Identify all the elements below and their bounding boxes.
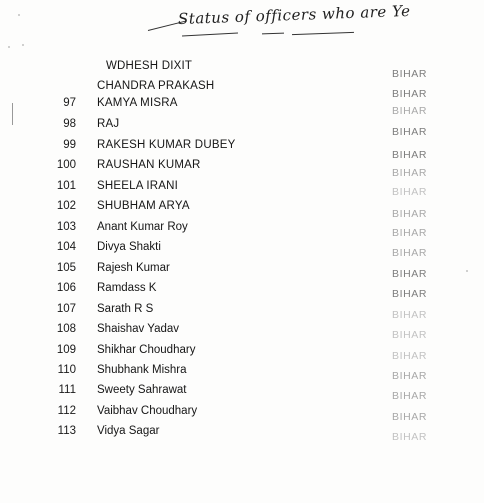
officer-name: Sweety Sahrawat (97, 384, 187, 396)
handwritten-note: Status of officers who are Ye (177, 1, 411, 28)
list-item (0, 344, 484, 364)
state-name: BIHAR (392, 329, 428, 341)
officer-name: Shikhar Choudhary (97, 344, 196, 356)
row-number: 97 (63, 97, 76, 109)
officer-name: RAJ (97, 118, 120, 130)
officer-name: CHANDRA PRAKASH (97, 80, 215, 92)
row-number: 103 (56, 221, 76, 233)
row-number: 99 (63, 139, 76, 151)
list-item (0, 118, 484, 138)
state-name: BIHAR (392, 309, 428, 321)
list-item (0, 159, 484, 179)
state-name: BIHAR (392, 186, 428, 198)
officer-name: WDHESH DIXIT (106, 60, 193, 72)
state-name: BIHAR (392, 227, 428, 239)
state-name: BIHAR (392, 68, 428, 80)
state-name: BIHAR (392, 167, 428, 179)
state-name: BIHAR (392, 390, 428, 402)
row-number: 105 (56, 262, 76, 274)
list-item (0, 282, 484, 302)
officer-name: SHEELA IRANI (97, 180, 179, 192)
list-item (0, 241, 484, 261)
list-item (0, 262, 484, 282)
state-name: BIHAR (392, 268, 428, 280)
row-number: 101 (56, 180, 76, 192)
officer-name: Shaishav Yadav (97, 323, 180, 335)
scan-speck (8, 46, 10, 48)
list-item (0, 364, 484, 384)
list-item (0, 303, 484, 323)
state-name: BIHAR (392, 105, 428, 117)
row-number: 109 (56, 344, 76, 356)
officer-name: RAUSHAN KUMAR (97, 159, 201, 171)
officer-name: Vaibhav Choudhary (97, 405, 198, 417)
state-name: BIHAR (392, 149, 428, 161)
list-item (0, 139, 484, 159)
officer-name: Sarath R S (97, 303, 154, 315)
scan-speck (22, 44, 24, 46)
officer-name: Ramdass K (97, 282, 157, 294)
row-number: 98 (63, 118, 76, 130)
row-number: 108 (56, 323, 76, 335)
officer-name: Shubhank Mishra (97, 364, 187, 376)
officer-name: RAKESH KUMAR DUBEY (97, 139, 236, 151)
officer-name: SHUBHAM ARYA (97, 200, 190, 212)
row-number: 106 (56, 282, 76, 294)
row-number: 113 (57, 425, 76, 437)
state-name: BIHAR (392, 247, 428, 259)
row-number: 102 (56, 200, 76, 212)
row-number: 107 (56, 303, 76, 315)
row-number: 104 (56, 241, 76, 253)
handwritten-underline (262, 33, 284, 35)
row-number: 100 (56, 159, 76, 171)
state-name: BIHAR (392, 88, 428, 100)
row-number: 112 (57, 405, 76, 417)
officer-name: Divya Shakti (97, 241, 161, 253)
handwritten-underline (182, 33, 238, 37)
list-item (0, 323, 484, 343)
list-item (0, 60, 484, 80)
list-item (0, 425, 484, 445)
state-name: BIHAR (392, 126, 428, 138)
row-number: 111 (58, 384, 76, 396)
state-name: BIHAR (392, 208, 428, 220)
state-name: BIHAR (392, 370, 428, 382)
list-item (0, 97, 484, 117)
handwritten-underline (292, 32, 354, 35)
officer-name: Vidya Sagar (97, 425, 160, 437)
state-name: BIHAR (392, 288, 428, 300)
list-item (0, 384, 484, 404)
scan-speck (18, 14, 20, 16)
list-item (0, 405, 484, 425)
state-name: BIHAR (392, 350, 428, 362)
row-number: 110 (57, 364, 76, 376)
state-name: BIHAR (392, 431, 428, 443)
list-item (0, 221, 484, 241)
officer-name: Rajesh Kumar (97, 262, 170, 274)
list-item (0, 200, 484, 220)
officer-name: Anant Kumar Roy (97, 221, 188, 233)
state-name: BIHAR (392, 411, 428, 423)
list-item (0, 180, 484, 200)
officer-name: KAMYA MISRA (97, 97, 178, 109)
